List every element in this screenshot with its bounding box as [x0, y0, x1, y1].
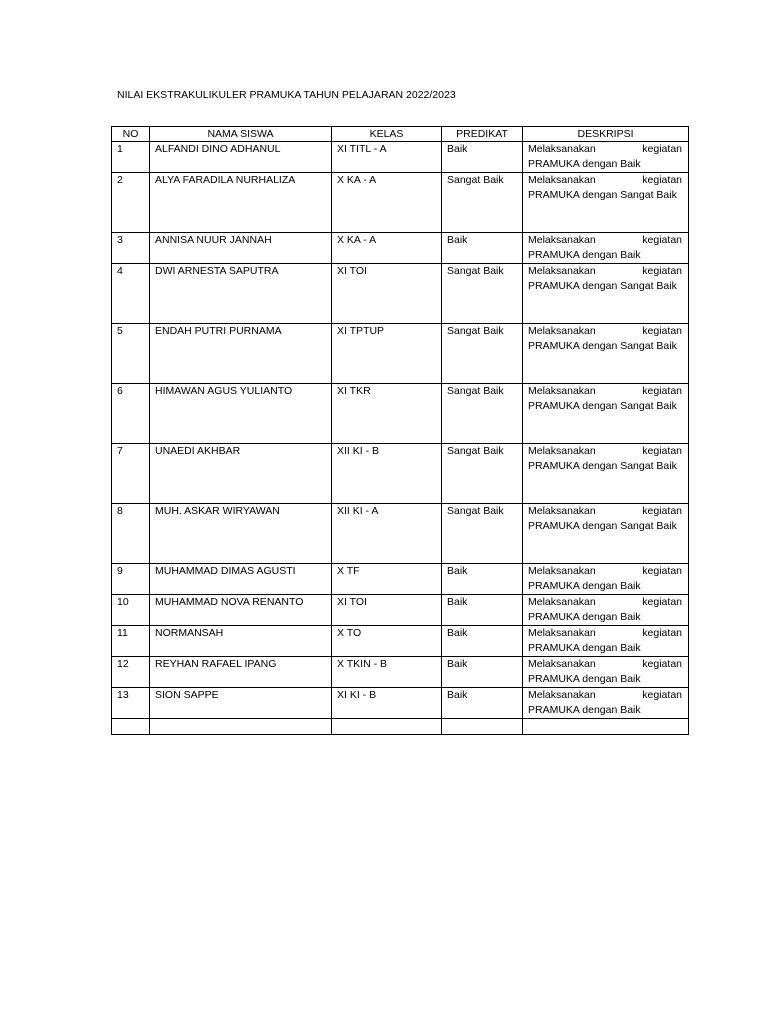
cell-predikat: Baik [442, 142, 523, 173]
cell-deskripsi: Melaksanakan kegiatan PRAMUKA dengan Baik [523, 142, 689, 173]
cell-predikat: Sangat Baik [442, 504, 523, 564]
cell-deskripsi: Melaksanakan kegiatan PRAMUKA dengan Sangat Baik [523, 444, 689, 504]
table-row [112, 626, 689, 657]
cell-no: 4 [112, 264, 150, 324]
table-row [112, 324, 689, 384]
cell-deskripsi: Melaksanakan kegiatan PRAMUKA dengan Baik [523, 233, 689, 264]
table-row [112, 688, 689, 719]
cell-nama: ENDAH PUTRI PURNAMA [150, 324, 332, 384]
cell-predikat: Baik [442, 626, 523, 657]
table-row [112, 264, 689, 324]
cell-no: 12 [112, 657, 150, 688]
cell-no: 11 [112, 626, 150, 657]
cell-deskripsi: Melaksanakan kegiatan PRAMUKA dengan Sangat Baik [523, 324, 689, 384]
cell-kelas: XII KI - B [332, 444, 442, 504]
cell-kelas: XI KI - B [332, 688, 442, 719]
cell-nama: ALFANDI DINO ADHANUL [150, 142, 332, 173]
table-row [112, 384, 689, 444]
table-row [112, 595, 689, 626]
cell-kelas: X KA - A [332, 233, 442, 264]
cell-deskripsi: Melaksanakan kegiatan PRAMUKA dengan Sangat Baik [523, 504, 689, 564]
table-row [112, 444, 689, 504]
cell-predikat: Baik [442, 233, 523, 264]
cell-nama: UNAEDI AKHBAR [150, 444, 332, 504]
cell-kelas: XI TKR [332, 384, 442, 444]
cell-no: 7 [112, 444, 150, 504]
table-row [112, 504, 689, 564]
cell-no: 6 [112, 384, 150, 444]
cell-nama: REYHAN RAFAEL IPANG [150, 657, 332, 688]
cell-nama: DWI ARNESTA SAPUTRA [150, 264, 332, 324]
cell-kelas: XI TOI [332, 595, 442, 626]
cell-kelas: X TKIN - B [332, 657, 442, 688]
table-row [112, 564, 689, 595]
cell-predikat: Baik [442, 688, 523, 719]
cell-kelas: X TF [332, 564, 442, 595]
cell-deskripsi: Melaksanakan kegiatan PRAMUKA dengan Baik [523, 564, 689, 595]
header-no: NO [112, 127, 150, 142]
cell-deskripsi: Melaksanakan kegiatan PRAMUKA dengan Baik [523, 626, 689, 657]
cell-deskripsi [523, 719, 689, 735]
cell-predikat: Sangat Baik [442, 444, 523, 504]
table-row-empty [112, 719, 689, 735]
cell-kelas: XI TITL - A [332, 142, 442, 173]
cell-deskripsi: Melaksanakan kegiatan PRAMUKA dengan Baik [523, 657, 689, 688]
grades-table [111, 126, 689, 735]
cell-predikat: Baik [442, 564, 523, 595]
header-nama-siswa: NAMA SISWA [150, 127, 332, 142]
header-predikat: PREDIKAT [442, 127, 523, 142]
cell-kelas: XI TOI [332, 264, 442, 324]
cell-no: 3 [112, 233, 150, 264]
table-header-row [112, 127, 689, 142]
cell-predikat: Baik [442, 595, 523, 626]
cell-kelas: XII KI - A [332, 504, 442, 564]
cell-deskripsi: Melaksanakan kegiatan PRAMUKA dengan Sangat Baik [523, 173, 689, 233]
cell-nama: NORMANSAH [150, 626, 332, 657]
table-row [112, 233, 689, 264]
cell-predikat: Sangat Baik [442, 324, 523, 384]
cell-no: 13 [112, 688, 150, 719]
cell-predikat: Sangat Baik [442, 384, 523, 444]
table-row [112, 657, 689, 688]
cell-predikat [442, 719, 523, 735]
cell-predikat: Sangat Baik [442, 173, 523, 233]
cell-no: 2 [112, 173, 150, 233]
cell-nama: SION SAPPE [150, 688, 332, 719]
cell-nama: HIMAWAN AGUS YULIANTO [150, 384, 332, 444]
header-deskripsi: DESKRIPSI [523, 127, 689, 142]
cell-nama: MUHAMMAD DIMAS AGUSTI [150, 564, 332, 595]
table-row [112, 142, 689, 173]
cell-nama: ANNISA NUUR JANNAH [150, 233, 332, 264]
cell-deskripsi: Melaksanakan kegiatan PRAMUKA dengan Baik [523, 688, 689, 719]
cell-kelas: XI TPTUP [332, 324, 442, 384]
cell-predikat: Sangat Baik [442, 264, 523, 324]
cell-no: 9 [112, 564, 150, 595]
table-row [112, 173, 689, 233]
cell-no [112, 719, 150, 735]
header-kelas: KELAS [332, 127, 442, 142]
cell-deskripsi: Melaksanakan kegiatan PRAMUKA dengan Sangat Baik [523, 264, 689, 324]
cell-kelas: X TO [332, 626, 442, 657]
cell-deskripsi: Melaksanakan kegiatan PRAMUKA dengan Baik [523, 595, 689, 626]
cell-no: 10 [112, 595, 150, 626]
cell-no: 1 [112, 142, 150, 173]
cell-nama: MUHAMMAD NOVA RENANTO [150, 595, 332, 626]
cell-kelas: X KA - A [332, 173, 442, 233]
document-title: NILAI EKSTRAKULIKULER PRAMUKA TAHUN PELAJARAN 2022/2023 [117, 89, 456, 101]
cell-no: 5 [112, 324, 150, 384]
cell-nama [150, 719, 332, 735]
cell-no: 8 [112, 504, 150, 564]
cell-nama: MUH. ASKAR WIRYAWAN [150, 504, 332, 564]
cell-nama: ALYA FARADILA NURHALIZA [150, 173, 332, 233]
cell-deskripsi: Melaksanakan kegiatan PRAMUKA dengan Sangat Baik [523, 384, 689, 444]
cell-predikat: Baik [442, 657, 523, 688]
cell-kelas [332, 719, 442, 735]
